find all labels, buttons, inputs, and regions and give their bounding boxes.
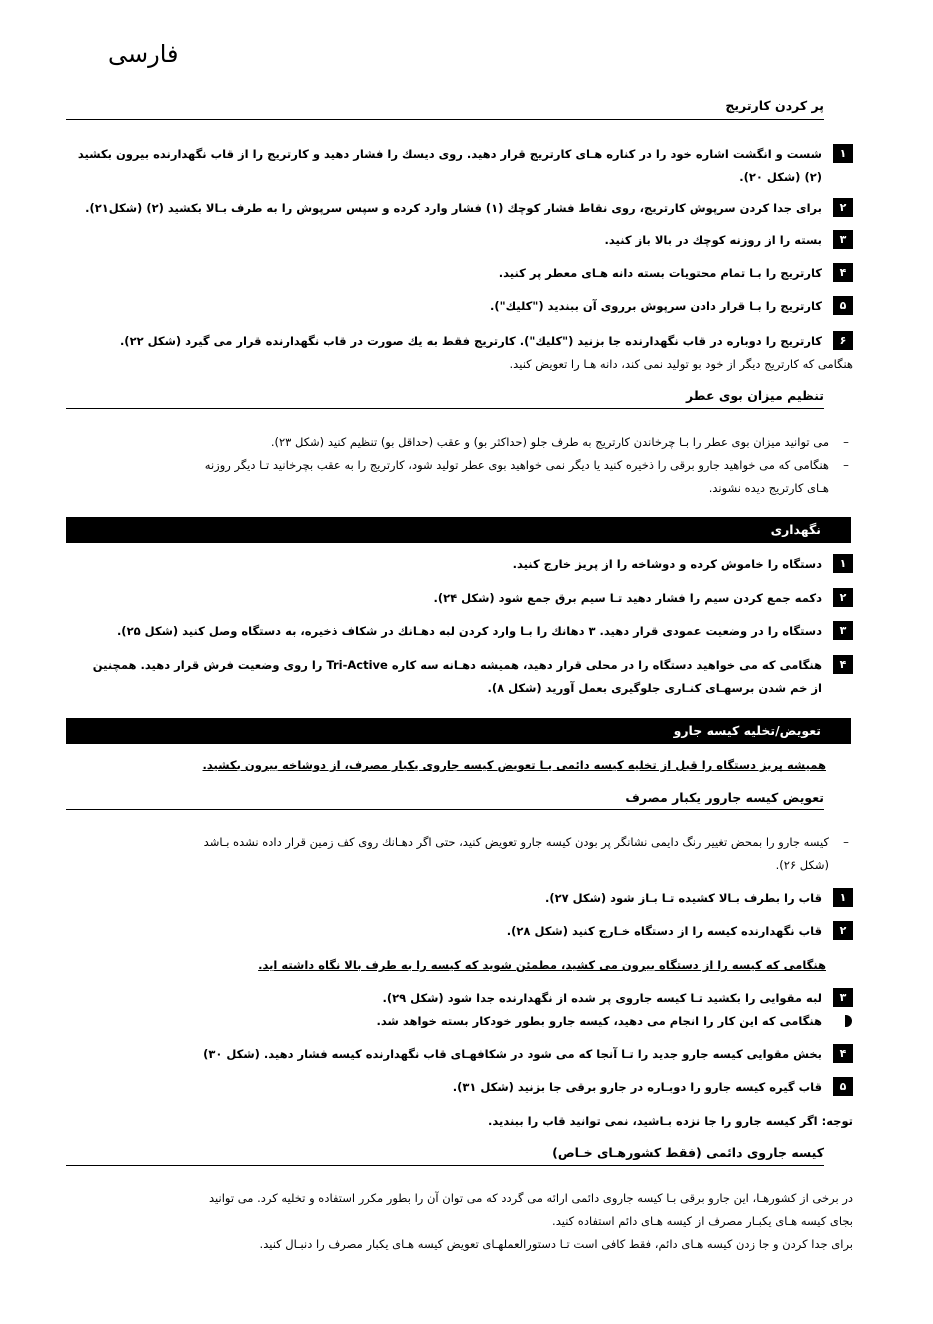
bag-warning-2	[66, 954, 826, 977]
bullet-text: کیسه جارو را بمحض تغییر رنگ دایمی نشانگر پر بودن کیسه جارو تعویض کنید، حتی اگر دهـانك روی کف زمین قرار داده نشده بـاشد	[203, 835, 829, 849]
permanent-line-2: بجای کیسه هـای یکبـار مصرف از کیسه هـای دائم استفاده کنید.	[552, 1214, 853, 1228]
bag-step-4	[66, 1043, 853, 1066]
step-number-badge: ۱	[833, 554, 853, 573]
section-heading-bag: تعویض/تخلیه کیسه جارو	[673, 723, 821, 738]
divider	[66, 1165, 824, 1166]
bullet-text: هنگامی که می خواهید جارو برقی را ذخیره کنید یا دیگر نمی خواهید بوی عطر تولید شود، کارتریج را به عقب بچرخانید تـا دیگر روزنه	[204, 458, 829, 472]
section-bar-bag	[66, 718, 851, 744]
bag-bullet	[66, 831, 853, 877]
section-heading-permanent: کیسه جاروی دائمی (فقط کشورهـای خـاص)	[552, 1145, 824, 1160]
step-number-badge: ۴	[833, 263, 853, 282]
bullet-text: (شکل ۲۶).	[775, 858, 829, 872]
step-number-badge: ۶	[833, 331, 853, 350]
bag-step-3	[66, 987, 853, 1010]
step-number-badge: ۴	[833, 655, 853, 674]
step-text: از خم شدن برسهـای کنـاری جلوگیری بعمل آورید (شکل ۸).	[487, 681, 822, 695]
scent-bullet-2	[66, 454, 853, 500]
info-bullet-icon	[845, 1015, 852, 1027]
step-number-badge: ۲	[833, 198, 853, 217]
step-text: بسته را از روزنه کوچك در بالا باز کنید.	[604, 233, 822, 247]
step-text: قاب گیره کیسه جارو را دوبـاره در جارو برقی جا بزنید (شکل ۳۱).	[452, 1080, 822, 1094]
bullet-text: می توانید میزان بوی عطر را بـا چرخاندن کارتریج به طرف جلو (حداکثر بو) و عقب (حداقل بو) تنظیم کنید (شکل ۲۳).	[270, 435, 829, 449]
step-number-badge: ۳	[833, 621, 853, 640]
divider	[66, 119, 824, 120]
step-number-badge: ۲	[833, 588, 853, 607]
step-text: برای جدا کردن سرپوش کارتریج، روی نقاط فشار کوچك (۱) فشار وارد کرده و سپس سرپوش را به طرف بـالا بکشید (۲) (شکل۲۱).	[85, 201, 822, 215]
bag-step-2	[66, 920, 853, 943]
step-text: شست و انگشت اشاره خود را در کناره هـای کارتریج قرار دهید. روی دیسك را فشار دهید و کارتریج را از قاب نگهدارنده بیرون بکشید	[77, 147, 822, 161]
section-heading-fill: پر کردن کارتریج	[725, 98, 824, 113]
permanent-line-3: برای جدا کردن و جا زدن کیسه هـای دائم، فقط کافی است تـا دستورالعملهـای تعویض کیسه هـای یکبار مصرف را دنبـال کنید.	[259, 1237, 853, 1251]
step-text: کارتریج را بـا قرار دادن سرپوش برروی آن ببندید ("کلیك").	[489, 299, 822, 313]
step-number-badge: ۳	[833, 988, 853, 1007]
storage-step-3	[66, 620, 853, 643]
step-text: هنگامی که می خواهید دستگاه را در محلی قرار دهید، همیشه دهـانه سه کاره Tri-Active را روی وضعیت فرش قرار دهید. همچنین	[92, 658, 822, 672]
fill-step-5	[66, 295, 853, 318]
step-number-badge: ۲	[833, 921, 853, 940]
step-text: کارتریج را دوباره در قاب نگهدارنده جا بزنید ("کلیك"). کارتریج فقط به یك صورت در قاب نگهدارنده قرار می گیرد (شکل ۲۲).	[119, 334, 822, 348]
section-heading-storage: نگهداری	[770, 522, 821, 537]
divider	[66, 408, 824, 409]
fill-step-6	[66, 330, 853, 353]
bag-step-5	[66, 1076, 853, 1099]
step-number-badge: ۱	[833, 144, 853, 163]
section-heading-scent: تنظیم میزان بوی عطر	[686, 388, 824, 403]
step-number-badge: ۳	[833, 230, 853, 249]
step-number-badge: ۵	[833, 1077, 853, 1096]
sub-heading-disposable-bag: تعویض کیسه جارور یکبار مصرف	[625, 790, 824, 805]
storage-step-2	[66, 587, 853, 610]
storage-step-4	[66, 654, 853, 700]
section-bar-storage	[66, 517, 851, 543]
step-text: قاب را بطرف بـالا کشیده تـا بـاز شود (شکل ۲۷).	[544, 891, 822, 905]
warning-text: همیشه پریز دستگاه را قبل از تخلیه کیسه دائمی یـا تعویض کیسه جاروی یکبار مصرف، از دوشاخه بیرون بکشید.	[202, 758, 826, 772]
permanent-line-1: در برخی از کشورهـا، این جارو برقی بـا کیسه جاروی دائمی ارائه می گردد که می توان آن را بطور مکرر استفاده و تخلیه کرد. می توانید	[209, 1191, 853, 1205]
step-text: لبه مقوایی را بکشید تـا کیسه جاروی پر شده از نگهدارنده جدا شود (شکل ۲۹).	[382, 991, 822, 1005]
fill-step-2	[66, 197, 853, 220]
bullet-text: هـای کارتریج دیده نشوند.	[708, 481, 829, 495]
page-title: فارسی	[108, 40, 179, 68]
fill-step-4	[66, 262, 853, 285]
sub-text: هنگامی که این کار را انجام می دهید، کیسه جارو بطور خودکار بسته خواهد شد.	[376, 1014, 822, 1028]
step-text: بخش مقوایی کیسه جارو جدید را تـا آنجا که می شود در شکافهـای قاب نگهدارنده کیسه فشار دهید. (شکل ۳۰)	[203, 1047, 822, 1061]
fill-note: هنگامی که کارتریج دیگر از خود بو تولید نمی کند، دانه هـا را تعویض کنید.	[509, 357, 853, 371]
bullet-dash: –	[843, 435, 849, 449]
bag-warning	[66, 754, 826, 777]
fill-step-3	[66, 229, 853, 252]
bullet-dash: –	[843, 458, 849, 472]
step-text: (۲) (شکل ۲۰).	[739, 170, 822, 184]
bag-step-1	[66, 887, 853, 910]
warning-text: هنگامی که کیسه را از دستگاه بیرون می کشید، مطمئن شوید که کیسه را به طرف بالا نگاه داشته اید.	[258, 958, 826, 972]
step-text: قاب نگهدارنده کیسه را از دستگاه خـارج کنید (شکل ۲۸).	[506, 924, 822, 938]
step-text: دستگاه را در وضعیت عمودی قرار دهید. ۳ دهانك را بـا وارد کردن لبه دهـانك در شکاف ذخیره، به دستگاه وصل کنید (شکل ۲۵).	[116, 624, 822, 638]
step-text: کارتریج را بـا تمام محتویات بسته دانه هـای معطر پر کنید.	[498, 266, 822, 280]
step-text: دکمه جمع کردن سیم را فشار دهید تـا سیم برق جمع شود (شکل ۲۴).	[433, 591, 822, 605]
bag-step-3-sub	[66, 1010, 853, 1032]
step-text: دستگاه را خاموش کرده و دوشاخه را از پریز خارج کنید.	[512, 557, 822, 571]
bag-note: توجه: اگر کیسه جارو را جا نزده بـاشید، نمی توانید قاب را ببندید.	[488, 1114, 853, 1128]
step-number-badge: ۴	[833, 1044, 853, 1063]
scent-bullet-1	[66, 431, 853, 454]
bullet-dash: –	[843, 835, 849, 849]
step-number-badge: ۱	[833, 888, 853, 907]
divider	[66, 809, 824, 810]
fill-step-1	[66, 143, 853, 189]
storage-step-1	[66, 553, 853, 576]
step-number-badge: ۵	[833, 296, 853, 315]
